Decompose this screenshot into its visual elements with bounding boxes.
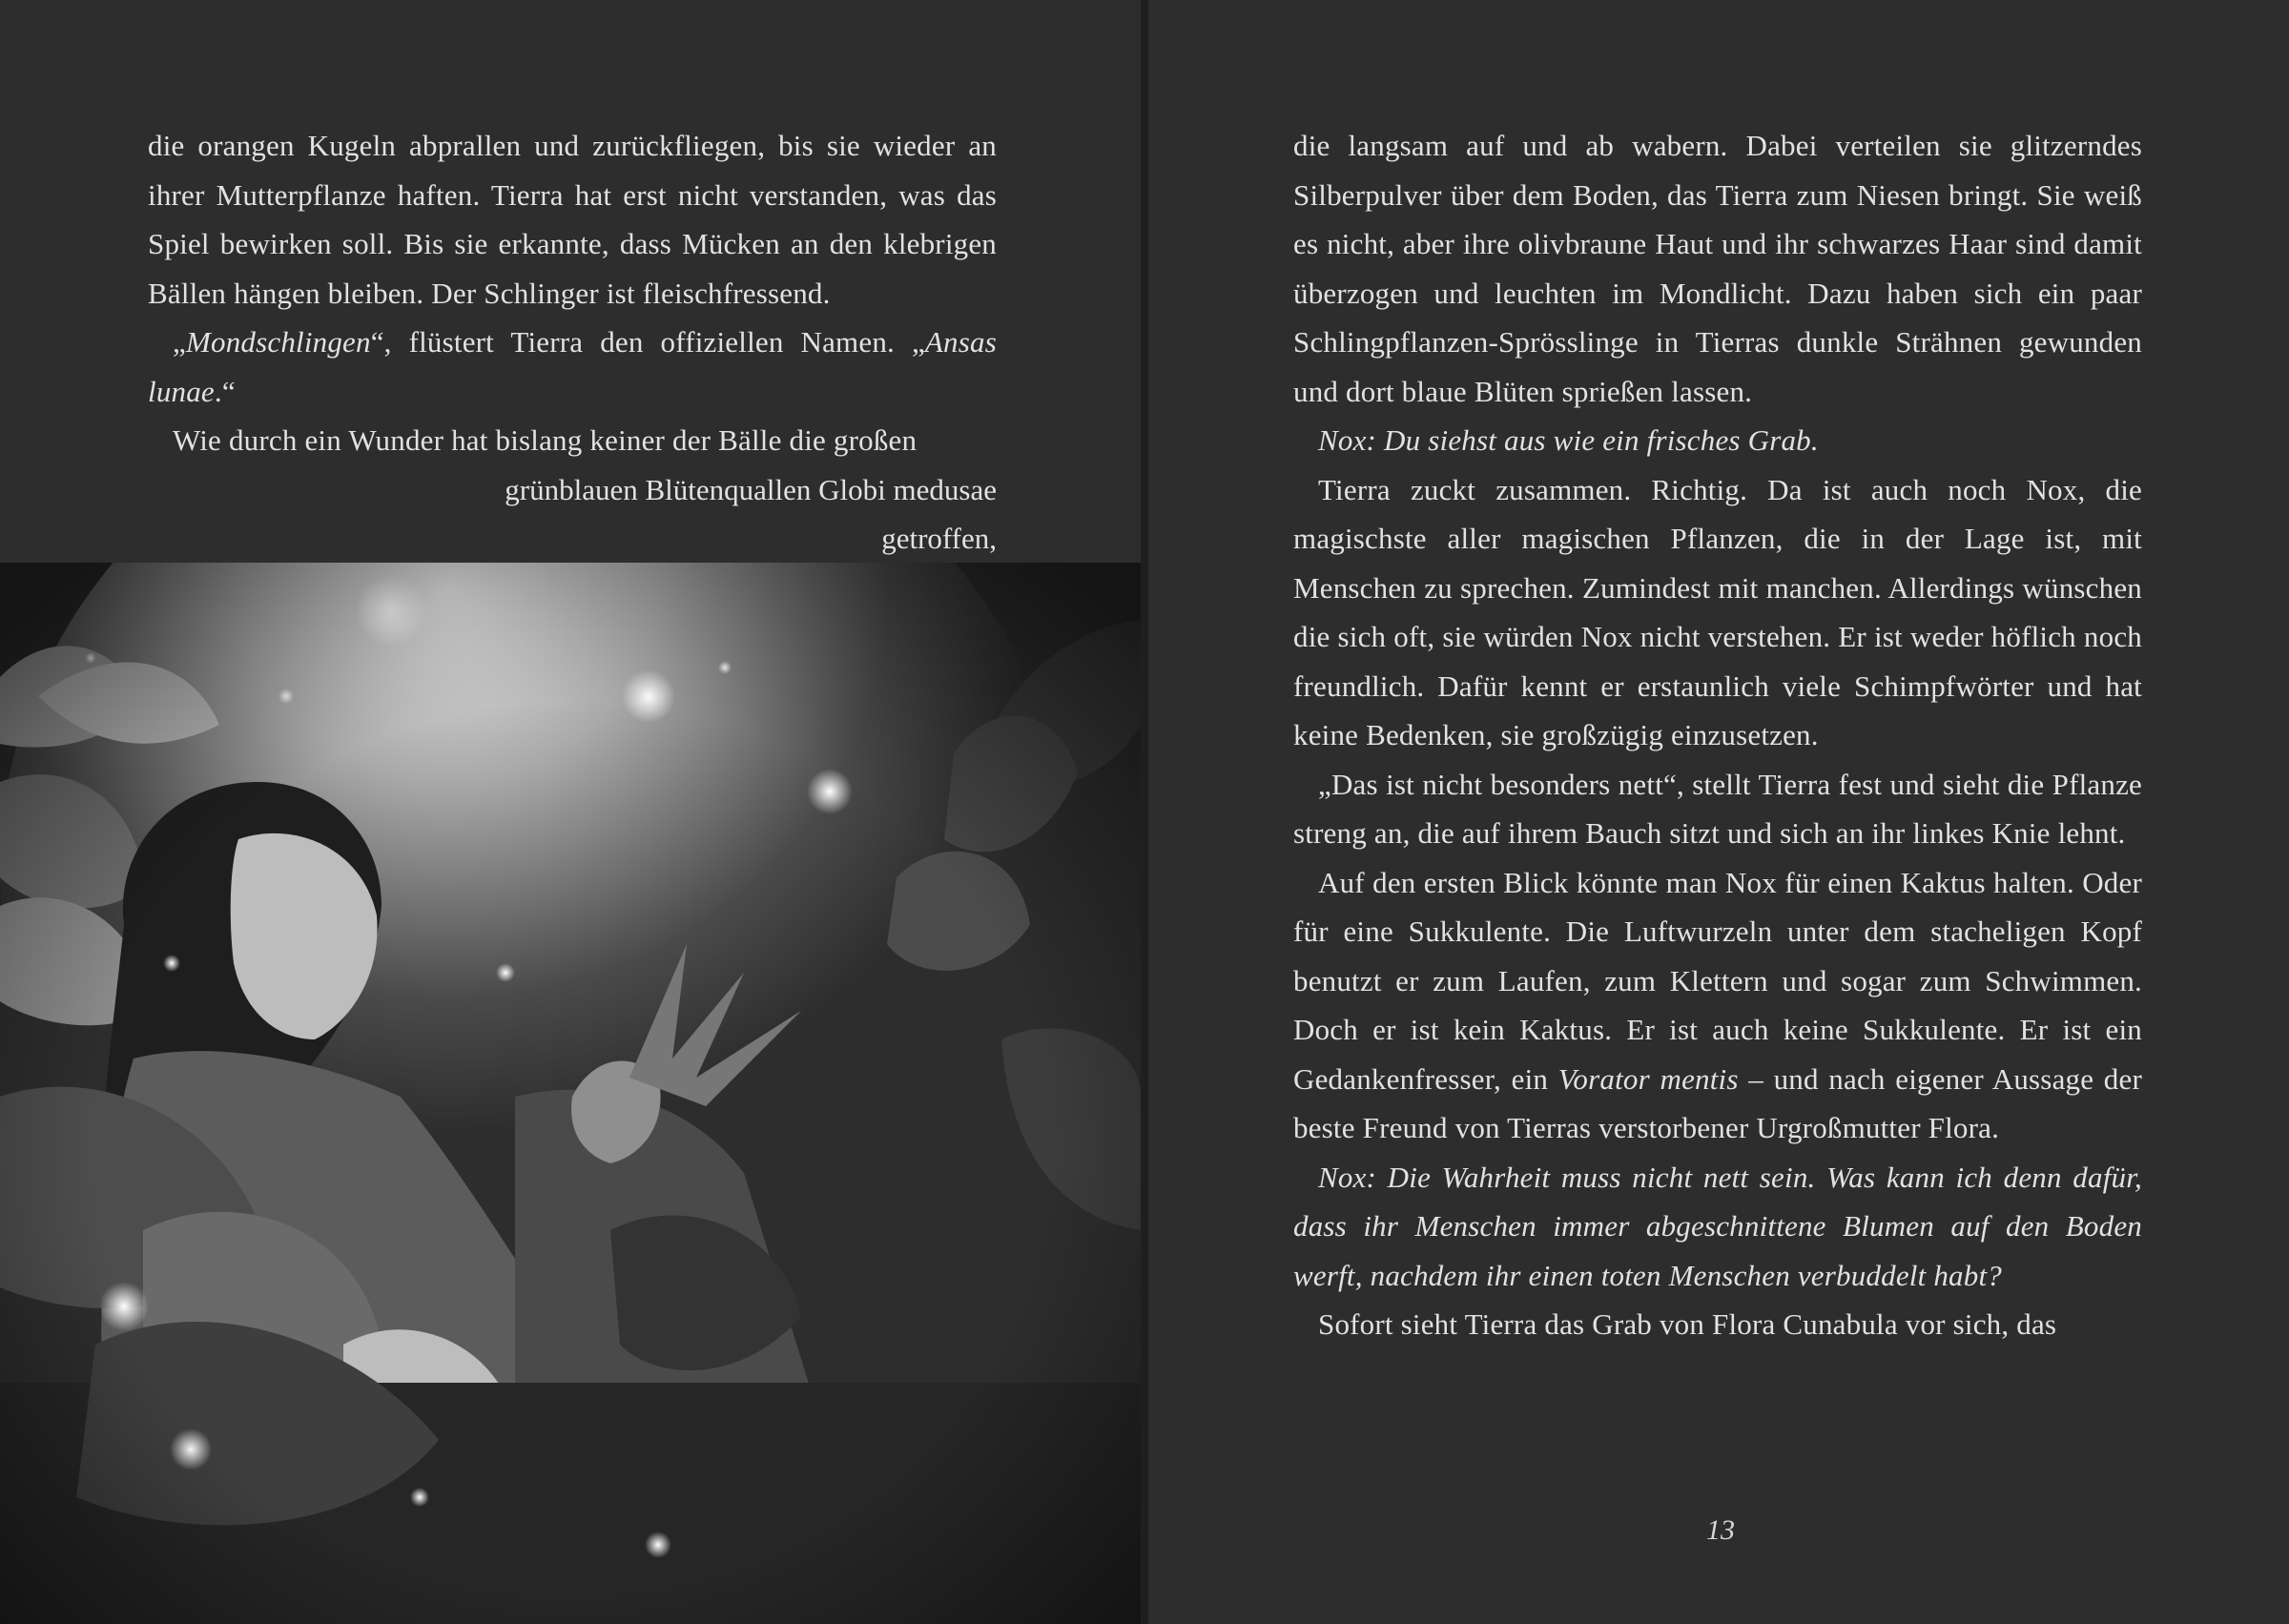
plant-name-mondschlingen: Mondschlingen <box>185 325 371 359</box>
nox-dialogue-1: Nox: Du siehst aus wie ein frisches Grab. <box>1318 423 1819 457</box>
right-paragraph-5: Auf den ersten Blick könnte man Nox für einen Kaktus halten. Oder für eine Sukkulente. Die Luftwurzeln unter dem stacheligen Kopf benutzt er zum Laufen, zum Klettern und sogar zum Schwimmen. Doch er ist kein Kaktus. Er ist auch keine Sukkulente. Er ist ein Gedankenfresser, ein Vorator mentis – und nach eigener Aussage der beste Freund von Tierras verstorbener Urgroßmutter Flora. <box>1293 865 2142 1144</box>
page-number: 13 <box>1706 1514 1735 1546</box>
left-right-aligned-line-2: getroffen, <box>881 522 997 555</box>
plant-name-globi-medusae: Globi medusae <box>818 472 997 506</box>
plant-name-ansas-lunae: Ansas lunae <box>148 325 997 408</box>
right-paragraph-3: Tierra zuckt zusammen. Richtig. Da ist auch noch Nox, die magischste aller magischen Pflanzen, die in der Lage ist, mit Menschen zu sprechen. Zumindest mit manchen. Allerdings wünschen die sich oft, sie würden Nox nicht verstehen. Er ist weder höflich noch freundlich. Dafür kennt er erstaunlich viele Schimpfwörter und hat keine Bedenken, sie großzügig einzusetzen. <box>1293 472 2142 751</box>
right-paragraph-7: Sofort sieht Tierra das Grab von Flora Cunabula vor sich, das <box>1318 1307 2057 1341</box>
right-paragraph-1: die langsam auf und ab wabern. Dabei verteilen sie glitzerndes Silberpulver über dem Boden, das Tierra zum Niesen bringt. Sie weiß es nicht, aber ihre olivbraune Haut und ihr schwarzes Haar sind damit überzogen und leuchten im Mondlicht. Dazu haben sich ein paar Schlingpflanzen-Sprösslinge in Tierras dunkle Strähnen gewunden und dort blaue Blüten sprießen lassen. <box>1293 129 2142 408</box>
illustration-girl-with-plant <box>0 563 1141 1624</box>
left-right-aligned-line-1: grünblauen Blütenquallen Globi medusae <box>505 472 997 506</box>
right-page-text <box>1293 121 2142 1349</box>
left-page <box>0 0 1141 1624</box>
right-page <box>1148 0 2289 1624</box>
left-page-text <box>148 121 997 564</box>
right-paragraph-4: „Das ist nicht besonders nett“, stellt Tierra fest und sieht die Pflanze streng an, die auf ihrem Bauch sitzt und sich an ihr linkes Knie lehnt. <box>1293 767 2142 850</box>
species-name-vorator-mentis: Vorator mentis <box>1557 1061 1739 1096</box>
book-gutter <box>1141 0 1148 1624</box>
left-paragraph-1: die orangen Kugeln abprallen und zurückfliegen, bis sie wieder an ihrer Mutterpflanze haften. Tierra hat erst nicht verstanden, was das Spiel bewirken soll. Bis sie erkannte, dass Mücken an den klebrigen Bällen hängen bleiben. Der Schlinger ist fleischfressend. <box>148 129 997 310</box>
left-paragraph-2: „Mondschlingen“, flüstert Tierra den offiziellen Namen. „Ansas lunae.“ <box>148 325 997 408</box>
left-paragraph-3: Wie durch ein Wunder hat bislang keiner der Bälle die großen <box>173 423 918 457</box>
nox-dialogue-2: Nox: Die Wahrheit muss nicht nett sein. Was kann ich denn dafür, dass ihr Menschen immer abgeschnittene Blumen auf den Boden werft, nachdem ihr einen toten Menschen verbuddelt habt? <box>1293 1160 2142 1292</box>
